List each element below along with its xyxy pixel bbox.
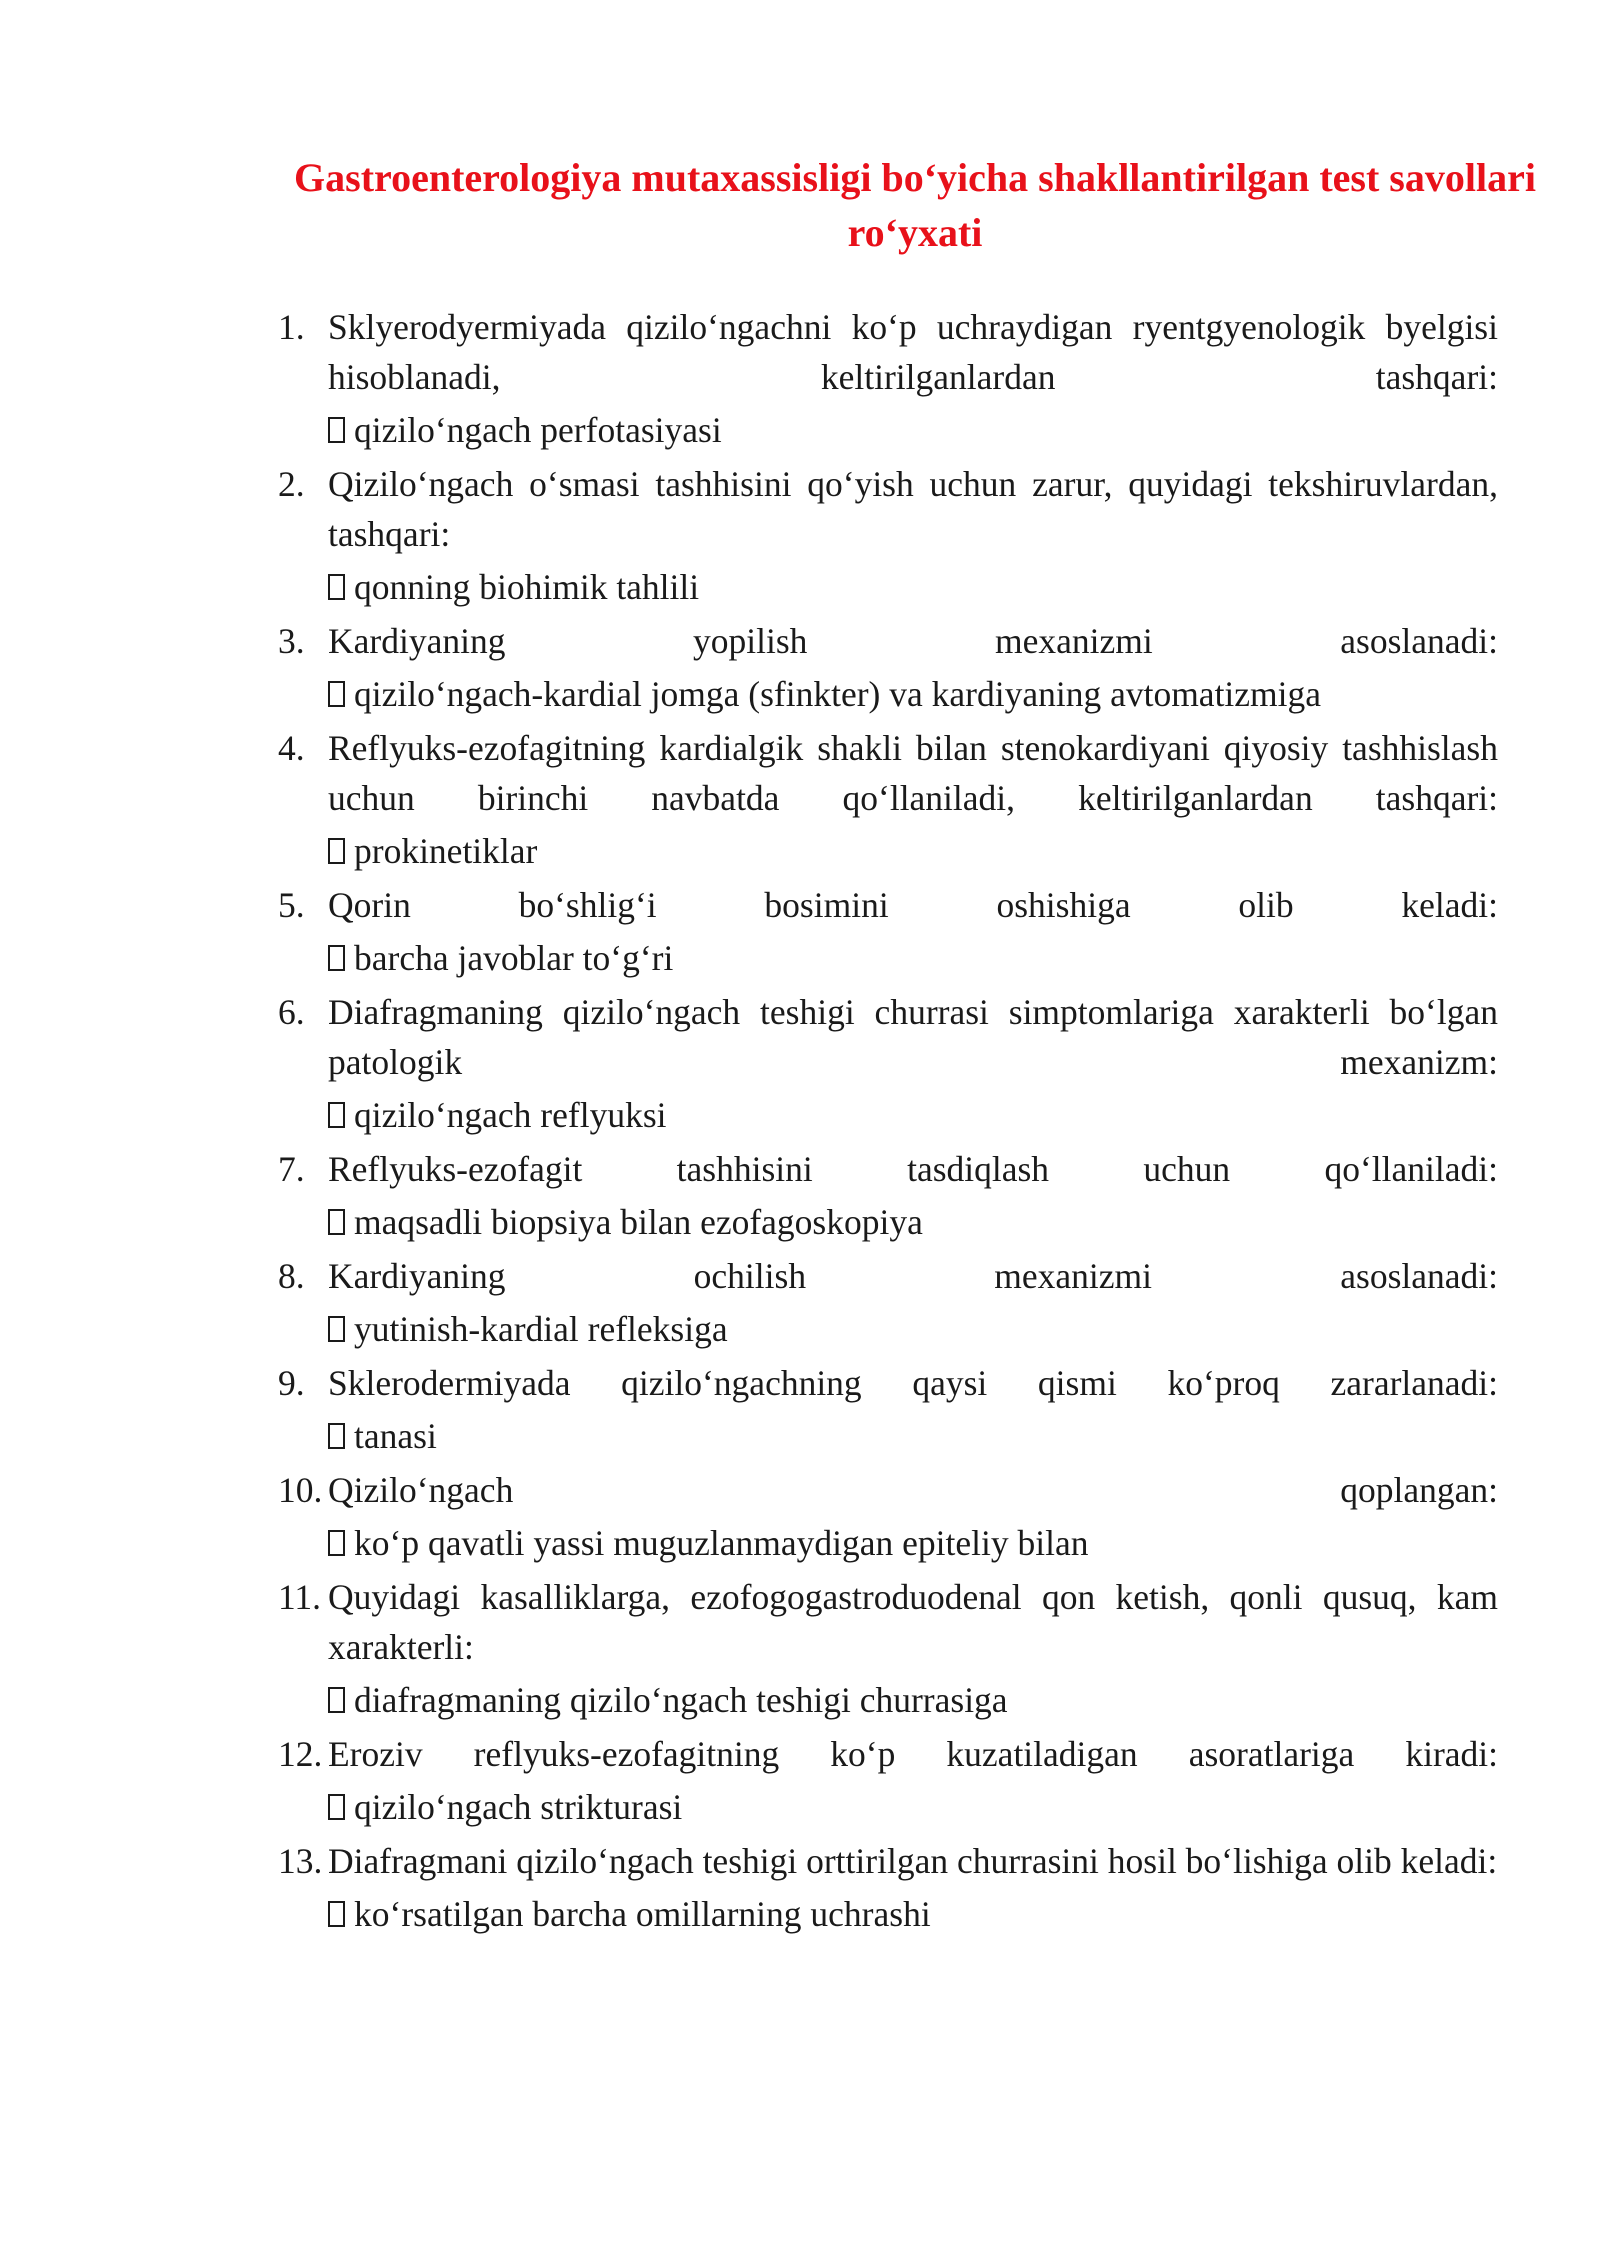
answer-text: qizilo‘ngach perfotasiyasi	[354, 410, 722, 450]
checkbox-icon	[328, 1209, 345, 1235]
question-item	[278, 880, 1498, 983]
question-item	[278, 459, 1498, 612]
document-title: Gastroenterologiya mutaxassisligi bo‘yicha shakllantirilgan test savollari ro‘yxati	[294, 155, 1536, 255]
question-text: Reflyuks-ezofagit tashhisini tasdiqlash uchun qo‘llaniladi:	[328, 1149, 1498, 1189]
question-number: 5.	[278, 885, 305, 925]
question-item	[278, 616, 1498, 719]
question-item	[278, 302, 1498, 455]
answer-line	[328, 1519, 1498, 1568]
question-item	[278, 1836, 1498, 1939]
answer-line	[328, 563, 1498, 612]
question-item	[278, 1251, 1498, 1354]
answer-line	[328, 1783, 1498, 1832]
checkbox-icon	[328, 1423, 345, 1449]
question-number: 9.	[278, 1363, 305, 1403]
question-number: 11.	[278, 1577, 322, 1617]
answer-line	[328, 1305, 1498, 1354]
checkbox-icon	[328, 1316, 345, 1342]
checkbox-icon	[328, 1687, 345, 1713]
question-item	[278, 723, 1498, 876]
question-number: 12.	[278, 1734, 323, 1774]
question-item	[278, 1358, 1498, 1461]
question-text: Kardiyaning ochilish mexanizmi asoslanadi:	[328, 1256, 1498, 1296]
question-number: 7.	[278, 1149, 305, 1189]
checkbox-icon	[328, 1530, 345, 1556]
checkbox-icon	[328, 1102, 345, 1128]
answer-line	[328, 1412, 1498, 1461]
question-text: Kardiyaning yopilish mexanizmi asoslanadi:	[328, 621, 1498, 661]
question-item	[278, 1144, 1498, 1247]
answer-text: maqsadli biopsiya bilan ezofagoskopiya	[354, 1202, 923, 1242]
answer-text: qonning biohimik tahlili	[354, 567, 700, 607]
question-text: Qizilo‘ngach o‘smasi tashhisini qo‘yish uchun zarur, quyidagi tekshiruvlardan, tashqari:	[328, 464, 1498, 554]
checkbox-icon	[328, 681, 345, 707]
answer-line	[328, 1676, 1498, 1725]
question-text: Sklerodermiyada qizilo‘ngachning qaysi qismi ko‘proq zararlanadi:	[328, 1363, 1498, 1403]
question-text: Reflyuks-ezofagitning kardialgik shakli bilan stenokardiyani qiyosiy tashhislash uchun birinchi navbatda qo‘llaniladi, keltirilganlardan tashqari:	[328, 728, 1498, 818]
question-number: 13.	[278, 1841, 323, 1881]
question-item	[278, 1729, 1498, 1832]
answer-text: ko‘p qavatli yassi muguzlanmaydigan epiteliy bilan	[354, 1523, 1089, 1563]
question-text: Quyidagi kasalliklarga, ezofogogastroduodenal qon ketish, qonli qusuq, kam xarakterli:	[328, 1577, 1498, 1667]
question-number: 8.	[278, 1256, 305, 1296]
answer-line	[328, 1091, 1498, 1140]
checkbox-icon	[328, 838, 345, 864]
answer-line	[328, 827, 1498, 876]
question-text: Diafragmaning qizilo‘ngach teshigi churrasi simptomlariga xarakterli bo‘lgan patologik mexanizm:	[328, 992, 1498, 1082]
answer-line	[328, 1198, 1498, 1247]
checkbox-icon	[328, 945, 345, 971]
question-text: Eroziv reflyuks-ezofagitning ko‘p kuzatiladigan asoratlariga kiradi:	[328, 1734, 1498, 1774]
question-text: Qorin bo‘shlig‘i bosimini oshishiga olib keladi:	[328, 885, 1498, 925]
question-number: 4.	[278, 728, 305, 768]
question-text: Qizilo‘ngach qoplangan:	[328, 1470, 1498, 1510]
question-number: 10.	[278, 1470, 323, 1510]
answer-text: yutinish-kardial refleksiga	[354, 1309, 728, 1349]
answer-line	[328, 670, 1498, 719]
answer-text: tanasi	[354, 1416, 437, 1456]
checkbox-icon	[328, 1794, 345, 1820]
answer-text: prokinetiklar	[354, 831, 538, 871]
checkbox-icon	[328, 1901, 345, 1927]
question-item	[278, 1572, 1498, 1725]
question-number: 3.	[278, 621, 305, 661]
answer-text: diafragmaning qizilo‘ngach teshigi churrasiga	[354, 1680, 1008, 1720]
question-list	[278, 302, 1498, 1943]
question-number: 6.	[278, 992, 305, 1032]
checkbox-icon	[328, 574, 345, 600]
answer-line	[328, 406, 1498, 455]
answer-line	[328, 1890, 1498, 1939]
checkbox-icon	[328, 417, 345, 443]
question-text: Diafragmani qizilo‘ngach teshigi orttirilgan churrasini hosil bo‘lishiga olib keladi:	[328, 1841, 1498, 1881]
question-number: 1.	[278, 307, 305, 347]
answer-text: barcha javoblar to‘g‘ri	[354, 938, 674, 978]
answer-text: ko‘rsatilgan barcha omillarning uchrashi	[354, 1894, 931, 1934]
question-item	[278, 1465, 1498, 1568]
answer-text: qizilo‘ngach reflyuksi	[354, 1095, 667, 1135]
answer-line	[328, 934, 1498, 983]
question-item	[278, 987, 1498, 1140]
answer-text: qizilo‘ngach strikturasi	[354, 1787, 683, 1827]
answer-text: qizilo‘ngach-kardial jomga (sfinkter) va kardiyaning avtomatizmiga	[354, 674, 1322, 714]
question-text: Sklyerodyermiyada qizilo‘ngachni ko‘p uchraydigan ryentgyenologik byelgisi hisoblanadi, keltirilganlardan tashqari:	[328, 307, 1498, 397]
question-number: 2.	[278, 464, 305, 504]
